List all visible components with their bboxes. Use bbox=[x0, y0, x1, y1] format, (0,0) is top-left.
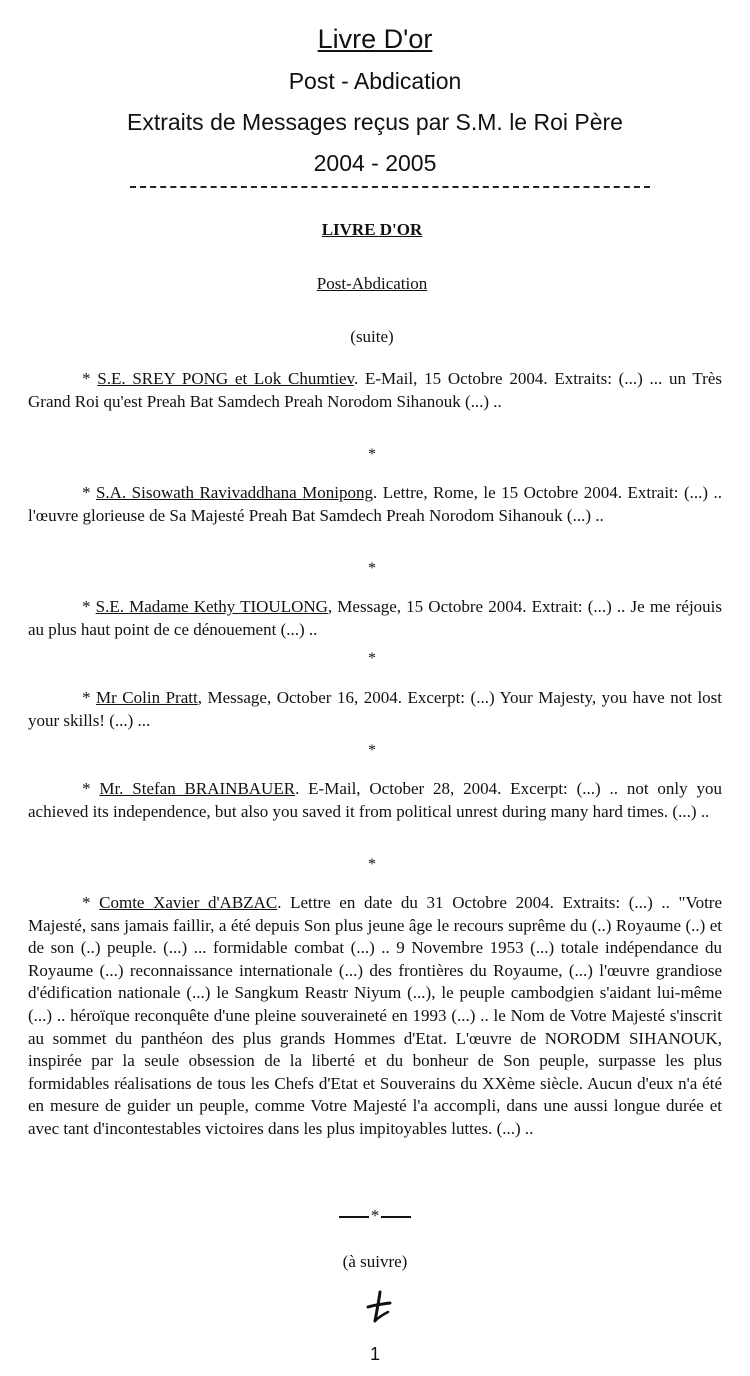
star-separator: * bbox=[368, 856, 376, 873]
end-mark-star: * bbox=[370, 1206, 380, 1225]
entry-text: , Message, 15 Octobre 2004. Extrait: (...) .. Je me réjouis au plus haut point de ce dénouement (...) .. bbox=[28, 597, 723, 639]
end-mark bbox=[0, 1206, 750, 1226]
entry-bullet: * bbox=[82, 369, 98, 388]
entry-text: . E-Mail, October 28, 2004. Excerpt: (...) .. not only you achieved its independence, but also you saved it from political unrest during many hard times. (...) .. bbox=[28, 779, 722, 821]
entry-author: Comte Xavier d'ABZAC bbox=[99, 893, 278, 912]
star-separator: * bbox=[368, 446, 376, 463]
entry-bullet: * bbox=[82, 893, 100, 912]
guestbook-entry bbox=[28, 687, 722, 732]
entry-bullet: * bbox=[82, 483, 96, 502]
continued-label: (suite) bbox=[350, 327, 394, 346]
document-subtitle: Post - Abdication bbox=[288, 68, 462, 94]
entry-bullet: * bbox=[82, 779, 100, 798]
entry-text: , Message, October 16, 2004. Excerpt: (...) Your Majesty, you have not lost your skills! (...) ... bbox=[28, 688, 723, 730]
entry-text: . Lettre en date du 31 Octobre 2004. Extraits: (...) .. "Votre Majesté, sans jamais faillir, a été depuis Son plus jeune âge le recours suprême du (..) Royaume (..) et de son (..) peuple. (...) ... formidable combat (...) .. 9 Novembre 1953 (...) totale indépendance du Royaume (...) reconnaissance internationale (...) des frontières du Royaume, (...) l'œuvre grandiose d'édification nationale (...) le Sangkum Reastr Niyum (...), le peuple cambodgien s'aidant lui-même (...) .. héroïque reconquête d'une pleine souveraineté en 1993 (...) .. le Nom de Votre Majesté s'inscrit au sommet du panthéon des plus grands Hommes d'Etat. L'œuvre de NORODM SIHANOUK, inspirée par la seule obsession de la liberté et du bonheur de Son peuple, surpasse les plus formidables réalisations de tous les Chefs d'Etat et Souverains du XXème siècle. Aucun d'eux n'a été en mesure de guider un peuple, comme Votre Majesté l'a accompli, dans une aussi longue durée et avec tant d'incontestables victoires dans les plus impitoyables luttes. (...) .. bbox=[28, 893, 723, 1138]
to-be-continued: (à suivre) bbox=[342, 1252, 408, 1271]
section-subheading: Post-Abdication bbox=[316, 274, 428, 293]
dashed-divider bbox=[130, 186, 650, 188]
guestbook-entry bbox=[28, 368, 722, 413]
entry-text: . Lettre, Rome, le 15 Octobre 2004. Extrait: (...) .. l'œuvre glorieuse de Sa Majesté Preah Bat Samdech Preah Norodom Sihanouk (...) .. bbox=[28, 483, 722, 525]
star-separator: * bbox=[368, 560, 376, 577]
star-separator: * bbox=[368, 742, 376, 759]
page-number: 1 bbox=[369, 1344, 380, 1364]
entry-text: . E-Mail, 15 Octobre 2004. Extraits: (...) ... un Très Grand Roi qu'est Preah Bat Samdech Preah Norodom Sihanouk (...) .. bbox=[28, 369, 722, 411]
document-subtitle-2: Extraits de Messages reçus par S.M. le Roi Père bbox=[127, 109, 623, 135]
end-mark-line-right bbox=[381, 1216, 411, 1218]
end-mark-line-left bbox=[339, 1216, 369, 1218]
entry-bullet: * bbox=[82, 597, 96, 616]
guestbook-entry bbox=[28, 892, 722, 1141]
entry-author: Mr. Stefan BRAINBAUER bbox=[99, 779, 296, 798]
entry-bullet: * bbox=[82, 688, 97, 707]
entry-author: Mr Colin Pratt bbox=[96, 688, 198, 707]
document-title: Livre D'or bbox=[317, 24, 433, 54]
handwritten-cross-mark bbox=[364, 1290, 394, 1324]
entry-author: S.E. SREY PONG et Lok Chumtiev bbox=[97, 369, 354, 388]
guestbook-entry bbox=[28, 778, 722, 823]
guestbook-entry bbox=[28, 482, 722, 527]
entry-author: S.E. Madame Kethy TIOULONG bbox=[95, 597, 328, 616]
entry-author: S.A. Sisowath Ravivaddhana Monipong bbox=[95, 483, 374, 502]
document-years: 2004 - 2005 bbox=[313, 150, 437, 176]
section-heading: LIVRE D'OR bbox=[321, 220, 423, 239]
star-separator: * bbox=[368, 650, 376, 667]
guestbook-entry bbox=[28, 596, 722, 641]
